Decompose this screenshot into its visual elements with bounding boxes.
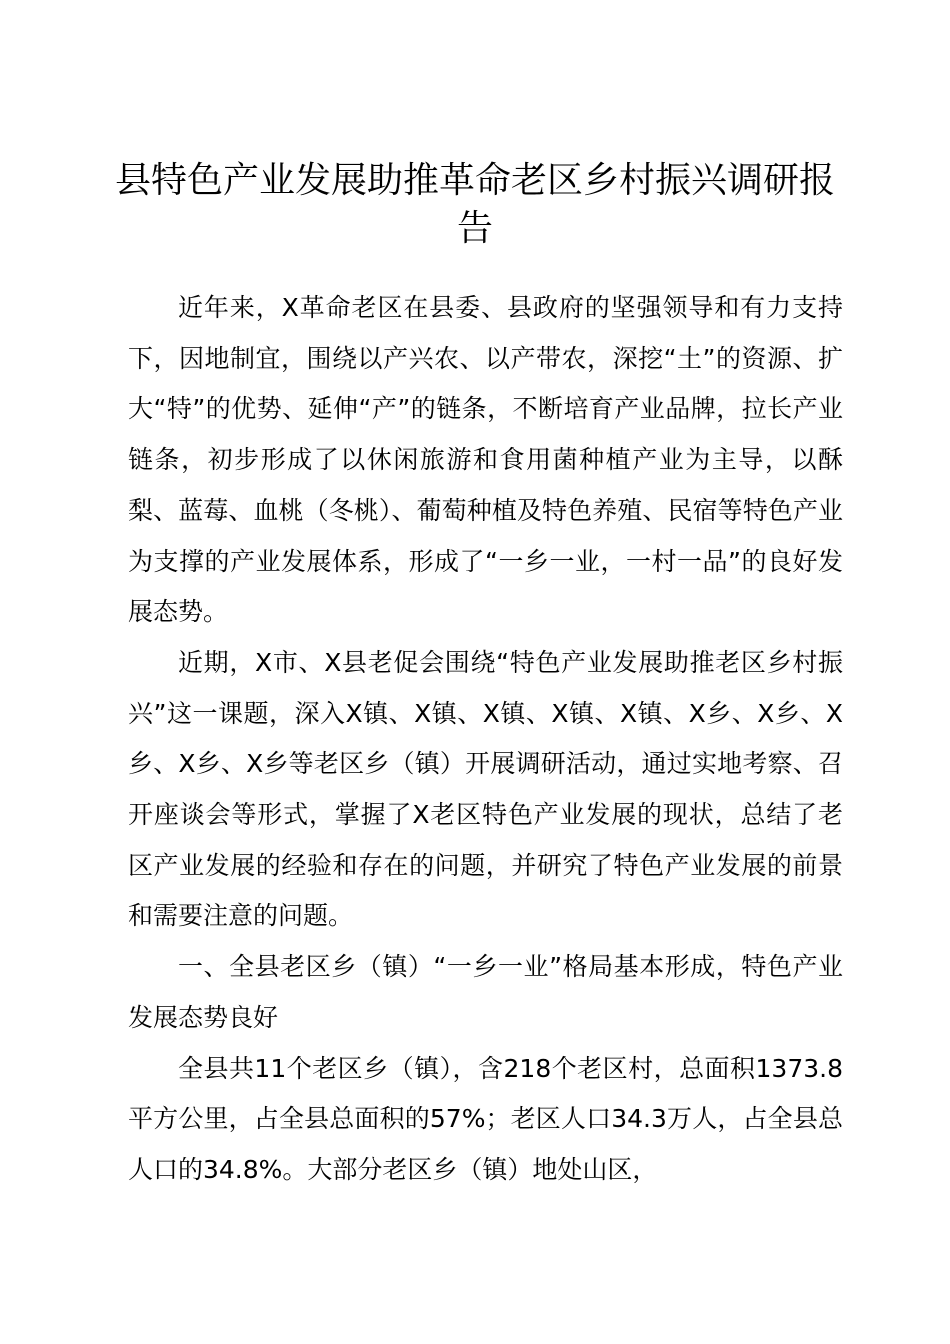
paragraph-intro: 近年来，X革命老区在县委、县政府的坚强领导和有力支持下，因地制宜，围绕以产兴农、以产带农，深挖“土”的资源、扩大“特”的优势、延伸“产”的链条，不断培育产业品牌，拉长产业链条，初步形成了以休闲旅游和食用菌种植产业为主导，以酥梨、蓝莓、血桃（冬桃）、葡萄种植及特色养殖、民宿等特色产业为支撑的产业发展体系，形成了“一乡一业，一村一品”的良好发展态势。 bbox=[128, 293, 843, 627]
paragraph-overview: 全县共11个老区乡（镇），含218个老区村，总面积1373.8平方公里，占全县总面积的57%；老区人口34.3万人，占全县总人口的34.8%。大部分老区乡（镇）地处山区， bbox=[128, 1053, 843, 1184]
document-title: 县特色产业发展助推革命老区乡村振兴调研报告 bbox=[114, 160, 835, 249]
document-body bbox=[128, 283, 843, 1196]
section-heading: 一、全县老区乡（镇）“一乡一业”格局基本形成，特色产业发展态势良好 bbox=[128, 952, 843, 1032]
paragraph-survey: 近期，X市、X县老促会围绕“特色产业发展助推老区乡村振兴”这一课题，深入X镇、X镇、X镇、X镇、X镇、X乡、X乡、X乡、X乡、X乡等老区乡（镇）开展调研活动，通过实地考察、召开座谈会等形式，掌握了X老区特色产业发展的现状，总结了老区产业发展的经验和存在的问题，并研究了特色产业发展的前景和需要注意的问题。 bbox=[128, 647, 843, 931]
